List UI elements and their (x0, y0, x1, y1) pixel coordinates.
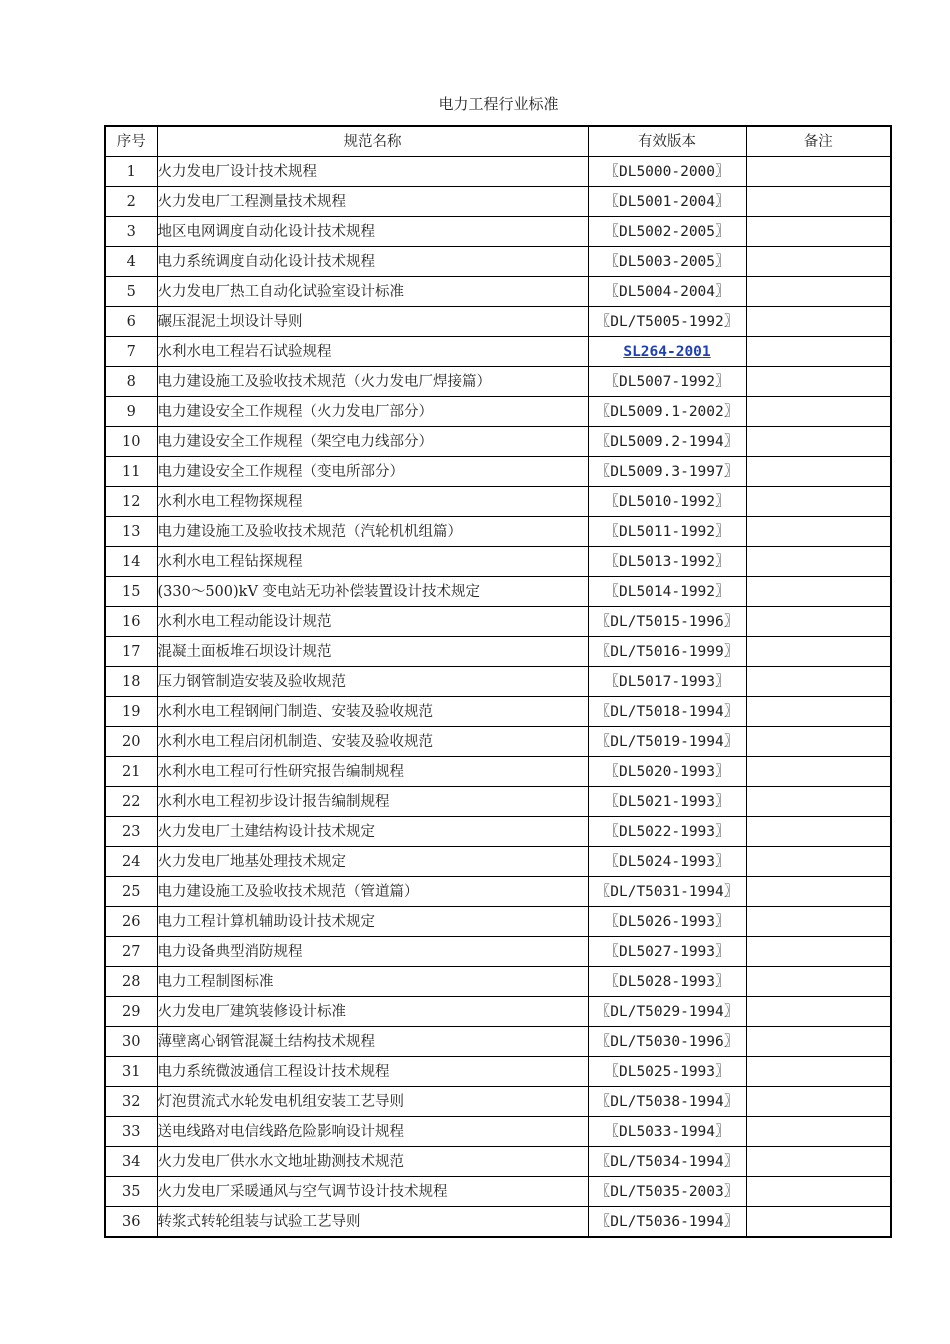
note-cell (746, 307, 891, 337)
version-cell: 〖DL5017-1993〗 (588, 667, 746, 697)
note-cell (746, 1207, 891, 1238)
row-number: 13 (105, 517, 157, 547)
version-cell: 〖DL5026-1993〗 (588, 907, 746, 937)
row-number: 10 (105, 427, 157, 457)
row-number: 30 (105, 1027, 157, 1057)
row-number: 11 (105, 457, 157, 487)
note-cell (746, 637, 891, 667)
standard-name: 薄壁离心钢管混凝土结构技术规程 (157, 1027, 588, 1057)
row-number: 25 (105, 877, 157, 907)
standard-name: 地区电网调度自动化设计技术规程 (157, 217, 588, 247)
row-number: 35 (105, 1177, 157, 1207)
version-cell: 〖DL5024-1993〗 (588, 847, 746, 877)
version-cell: 〖DL5007-1992〗 (588, 367, 746, 397)
table-row (105, 697, 891, 727)
standard-name: 火力发电厂热工自动化试验室设计标准 (157, 277, 588, 307)
table-row (105, 217, 891, 247)
row-number: 8 (105, 367, 157, 397)
table-row (105, 547, 891, 577)
standard-name: 火力发电厂设计技术规程 (157, 157, 588, 187)
note-cell (746, 397, 891, 427)
note-cell (746, 277, 891, 307)
standard-name: 电力建设施工及验收技术规范（管道篇） (157, 877, 588, 907)
note-cell (746, 787, 891, 817)
row-number: 24 (105, 847, 157, 877)
note-cell (746, 337, 891, 367)
header-note: 备注 (746, 126, 891, 157)
version-cell: 〖DL5001-2004〗 (588, 187, 746, 217)
note-cell (746, 1027, 891, 1057)
version-link[interactable]: SL264-2001 (623, 343, 711, 360)
standard-name: 电力工程制图标准 (157, 967, 588, 997)
version-cell: 〖DL/T5038-1994〗 (588, 1087, 746, 1117)
standard-name: 电力建设安全工作规程（变电所部分） (157, 457, 588, 487)
table-row (105, 997, 891, 1027)
row-number: 19 (105, 697, 157, 727)
header-no: 序号 (105, 126, 157, 157)
table-row (105, 817, 891, 847)
table-row (105, 367, 891, 397)
version-cell: 〖DL/T5029-1994〗 (588, 997, 746, 1027)
row-number: 14 (105, 547, 157, 577)
standard-name: 混凝土面板堆石坝设计规范 (157, 637, 588, 667)
version-cell: 〖DL5022-1993〗 (588, 817, 746, 847)
row-number: 16 (105, 607, 157, 637)
table-body (105, 157, 891, 1238)
version-cell: 〖DL5011-1992〗 (588, 517, 746, 547)
table-row (105, 667, 891, 697)
version-cell: 〖DL/T5005-1992〗 (588, 307, 746, 337)
standard-name: 电力建设施工及验收技术规范（火力发电厂焊接篇） (157, 367, 588, 397)
row-number: 23 (105, 817, 157, 847)
standard-name: 碾压混泥土坝设计导则 (157, 307, 588, 337)
table-row (105, 457, 891, 487)
version-cell: 〖DL/T5016-1999〗 (588, 637, 746, 667)
version-cell: 〖DL5025-1993〗 (588, 1057, 746, 1087)
table-row (105, 937, 891, 967)
table-row (105, 307, 891, 337)
table-row (105, 247, 891, 277)
note-cell (746, 457, 891, 487)
table-row (105, 487, 891, 517)
standard-name: 火力发电厂土建结构设计技术规定 (157, 817, 588, 847)
version-cell: 〖DL/T5030-1996〗 (588, 1027, 746, 1057)
standard-name: 转浆式转轮组装与试验工艺导则 (157, 1207, 588, 1238)
version-cell: 〖DL5000-2000〗 (588, 157, 746, 187)
note-cell (746, 157, 891, 187)
standard-name: 电力设备典型消防规程 (157, 937, 588, 967)
standard-name: (330～500)kV 变电站无功补偿装置设计技术规定 (157, 577, 588, 607)
version-cell: 〖DL/T5015-1996〗 (588, 607, 746, 637)
row-number: 29 (105, 997, 157, 1027)
standard-name: 火力发电厂建筑装修设计标准 (157, 997, 588, 1027)
row-number: 2 (105, 187, 157, 217)
row-number: 9 (105, 397, 157, 427)
standard-name: 灯泡贯流式水轮发电机组安装工艺导则 (157, 1087, 588, 1117)
version-cell: 〖DL5003-2005〗 (588, 247, 746, 277)
standard-name: 电力建设安全工作规程（火力发电厂部分） (157, 397, 588, 427)
row-number: 26 (105, 907, 157, 937)
table-row (105, 277, 891, 307)
row-number: 27 (105, 937, 157, 967)
note-cell (746, 427, 891, 457)
table-row (105, 877, 891, 907)
version-cell: 〖DL/T5036-1994〗 (588, 1207, 746, 1238)
table-row (105, 517, 891, 547)
row-number: 4 (105, 247, 157, 277)
row-number: 20 (105, 727, 157, 757)
version-cell: 〖DL5020-1993〗 (588, 757, 746, 787)
note-cell (746, 697, 891, 727)
note-cell (746, 1177, 891, 1207)
standard-name: 电力系统微波通信工程设计技术规程 (157, 1057, 588, 1087)
row-number: 17 (105, 637, 157, 667)
version-cell: 〖DL5009.1-2002〗 (588, 397, 746, 427)
standards-table (104, 125, 892, 1238)
version-cell (588, 337, 746, 367)
table-row (105, 907, 891, 937)
standard-name: 火力发电厂地基处理技术规定 (157, 847, 588, 877)
table-row (105, 187, 891, 217)
note-cell (746, 937, 891, 967)
note-cell (746, 967, 891, 997)
standard-name: 电力系统调度自动化设计技术规程 (157, 247, 588, 277)
version-cell: 〖DL5010-1992〗 (588, 487, 746, 517)
table-row (105, 847, 891, 877)
table-row (105, 1087, 891, 1117)
table-row (105, 1207, 891, 1238)
note-cell (746, 517, 891, 547)
version-cell: 〖DL5013-1992〗 (588, 547, 746, 577)
version-cell: 〖DL/T5018-1994〗 (588, 697, 746, 727)
standard-name: 水利水电工程物探规程 (157, 487, 588, 517)
version-cell: 〖DL5014-1992〗 (588, 577, 746, 607)
note-cell (746, 877, 891, 907)
version-cell: 〖DL/T5019-1994〗 (588, 727, 746, 757)
header-name: 规范名称 (157, 126, 588, 157)
row-number: 18 (105, 667, 157, 697)
version-cell: 〖DL5002-2005〗 (588, 217, 746, 247)
note-cell (746, 367, 891, 397)
version-cell: 〖DL/T5035-2003〗 (588, 1177, 746, 1207)
page-title: 电力工程行业标准 (438, 95, 559, 113)
note-cell (746, 217, 891, 247)
table-row (105, 157, 891, 187)
note-cell (746, 667, 891, 697)
table-row (105, 1117, 891, 1147)
table-row (105, 337, 891, 367)
table-row (105, 637, 891, 667)
note-cell (746, 487, 891, 517)
version-cell: 〖DL/T5031-1994〗 (588, 877, 746, 907)
note-cell (746, 547, 891, 577)
table-row (105, 787, 891, 817)
standard-name: 电力工程计算机辅助设计技术规定 (157, 907, 588, 937)
row-number: 22 (105, 787, 157, 817)
row-number: 12 (105, 487, 157, 517)
row-number: 34 (105, 1147, 157, 1177)
standard-name: 送电线路对电信线路危险影响设计规程 (157, 1117, 588, 1147)
version-cell: 〖DL/T5034-1994〗 (588, 1147, 746, 1177)
table-row (105, 727, 891, 757)
table-row (105, 427, 891, 457)
standard-name: 压力钢管制造安装及验收规范 (157, 667, 588, 697)
note-cell (746, 1117, 891, 1147)
note-cell (746, 577, 891, 607)
standard-name: 火力发电厂工程测量技术规程 (157, 187, 588, 217)
version-cell: 〖DL5004-2004〗 (588, 277, 746, 307)
table-row (105, 1057, 891, 1087)
table-row (105, 607, 891, 637)
row-number: 5 (105, 277, 157, 307)
standard-name: 水利水电工程岩石试验规程 (157, 337, 588, 367)
table-row (105, 1147, 891, 1177)
row-number: 3 (105, 217, 157, 247)
table-row (105, 1027, 891, 1057)
row-number: 31 (105, 1057, 157, 1087)
header-version: 有效版本 (588, 126, 746, 157)
note-cell (746, 247, 891, 277)
standard-name: 电力建设安全工作规程（架空电力线部分） (157, 427, 588, 457)
table-row (105, 1177, 891, 1207)
version-cell: 〖DL5028-1993〗 (588, 967, 746, 997)
note-cell (746, 1087, 891, 1117)
version-cell: 〖DL5021-1993〗 (588, 787, 746, 817)
note-cell (746, 1057, 891, 1087)
note-cell (746, 757, 891, 787)
standard-name: 水利水电工程启闭机制造、安装及验收规范 (157, 727, 588, 757)
table-row (105, 967, 891, 997)
row-number: 36 (105, 1207, 157, 1238)
note-cell (746, 607, 891, 637)
version-cell: 〖DL5009.3-1997〗 (588, 457, 746, 487)
row-number: 7 (105, 337, 157, 367)
note-cell (746, 727, 891, 757)
standard-name: 水利水电工程钢闸门制造、安装及验收规范 (157, 697, 588, 727)
version-cell: 〖DL5009.2-1994〗 (588, 427, 746, 457)
standard-name: 水利水电工程可行性研究报告编制规程 (157, 757, 588, 787)
row-number: 28 (105, 967, 157, 997)
standard-name: 火力发电厂采暖通风与空气调节设计技术规程 (157, 1177, 588, 1207)
row-number: 15 (105, 577, 157, 607)
standard-name: 水利水电工程动能设计规范 (157, 607, 588, 637)
table-row (105, 397, 891, 427)
row-number: 32 (105, 1087, 157, 1117)
standard-name: 水利水电工程初步设计报告编制规程 (157, 787, 588, 817)
note-cell (746, 187, 891, 217)
note-cell (746, 847, 891, 877)
standard-name: 水利水电工程钻探规程 (157, 547, 588, 577)
note-cell (746, 1147, 891, 1177)
note-cell (746, 997, 891, 1027)
note-cell (746, 907, 891, 937)
table-row (105, 757, 891, 787)
row-number: 21 (105, 757, 157, 787)
table-header-row (105, 126, 891, 157)
version-cell: 〖DL5033-1994〗 (588, 1117, 746, 1147)
standard-name: 电力建设施工及验收技术规范（汽轮机机组篇） (157, 517, 588, 547)
row-number: 1 (105, 157, 157, 187)
table-row (105, 577, 891, 607)
row-number: 33 (105, 1117, 157, 1147)
version-cell: 〖DL5027-1993〗 (588, 937, 746, 967)
note-cell (746, 817, 891, 847)
standard-name: 火力发电厂供水水文地址勘测技术规范 (157, 1147, 588, 1177)
row-number: 6 (105, 307, 157, 337)
